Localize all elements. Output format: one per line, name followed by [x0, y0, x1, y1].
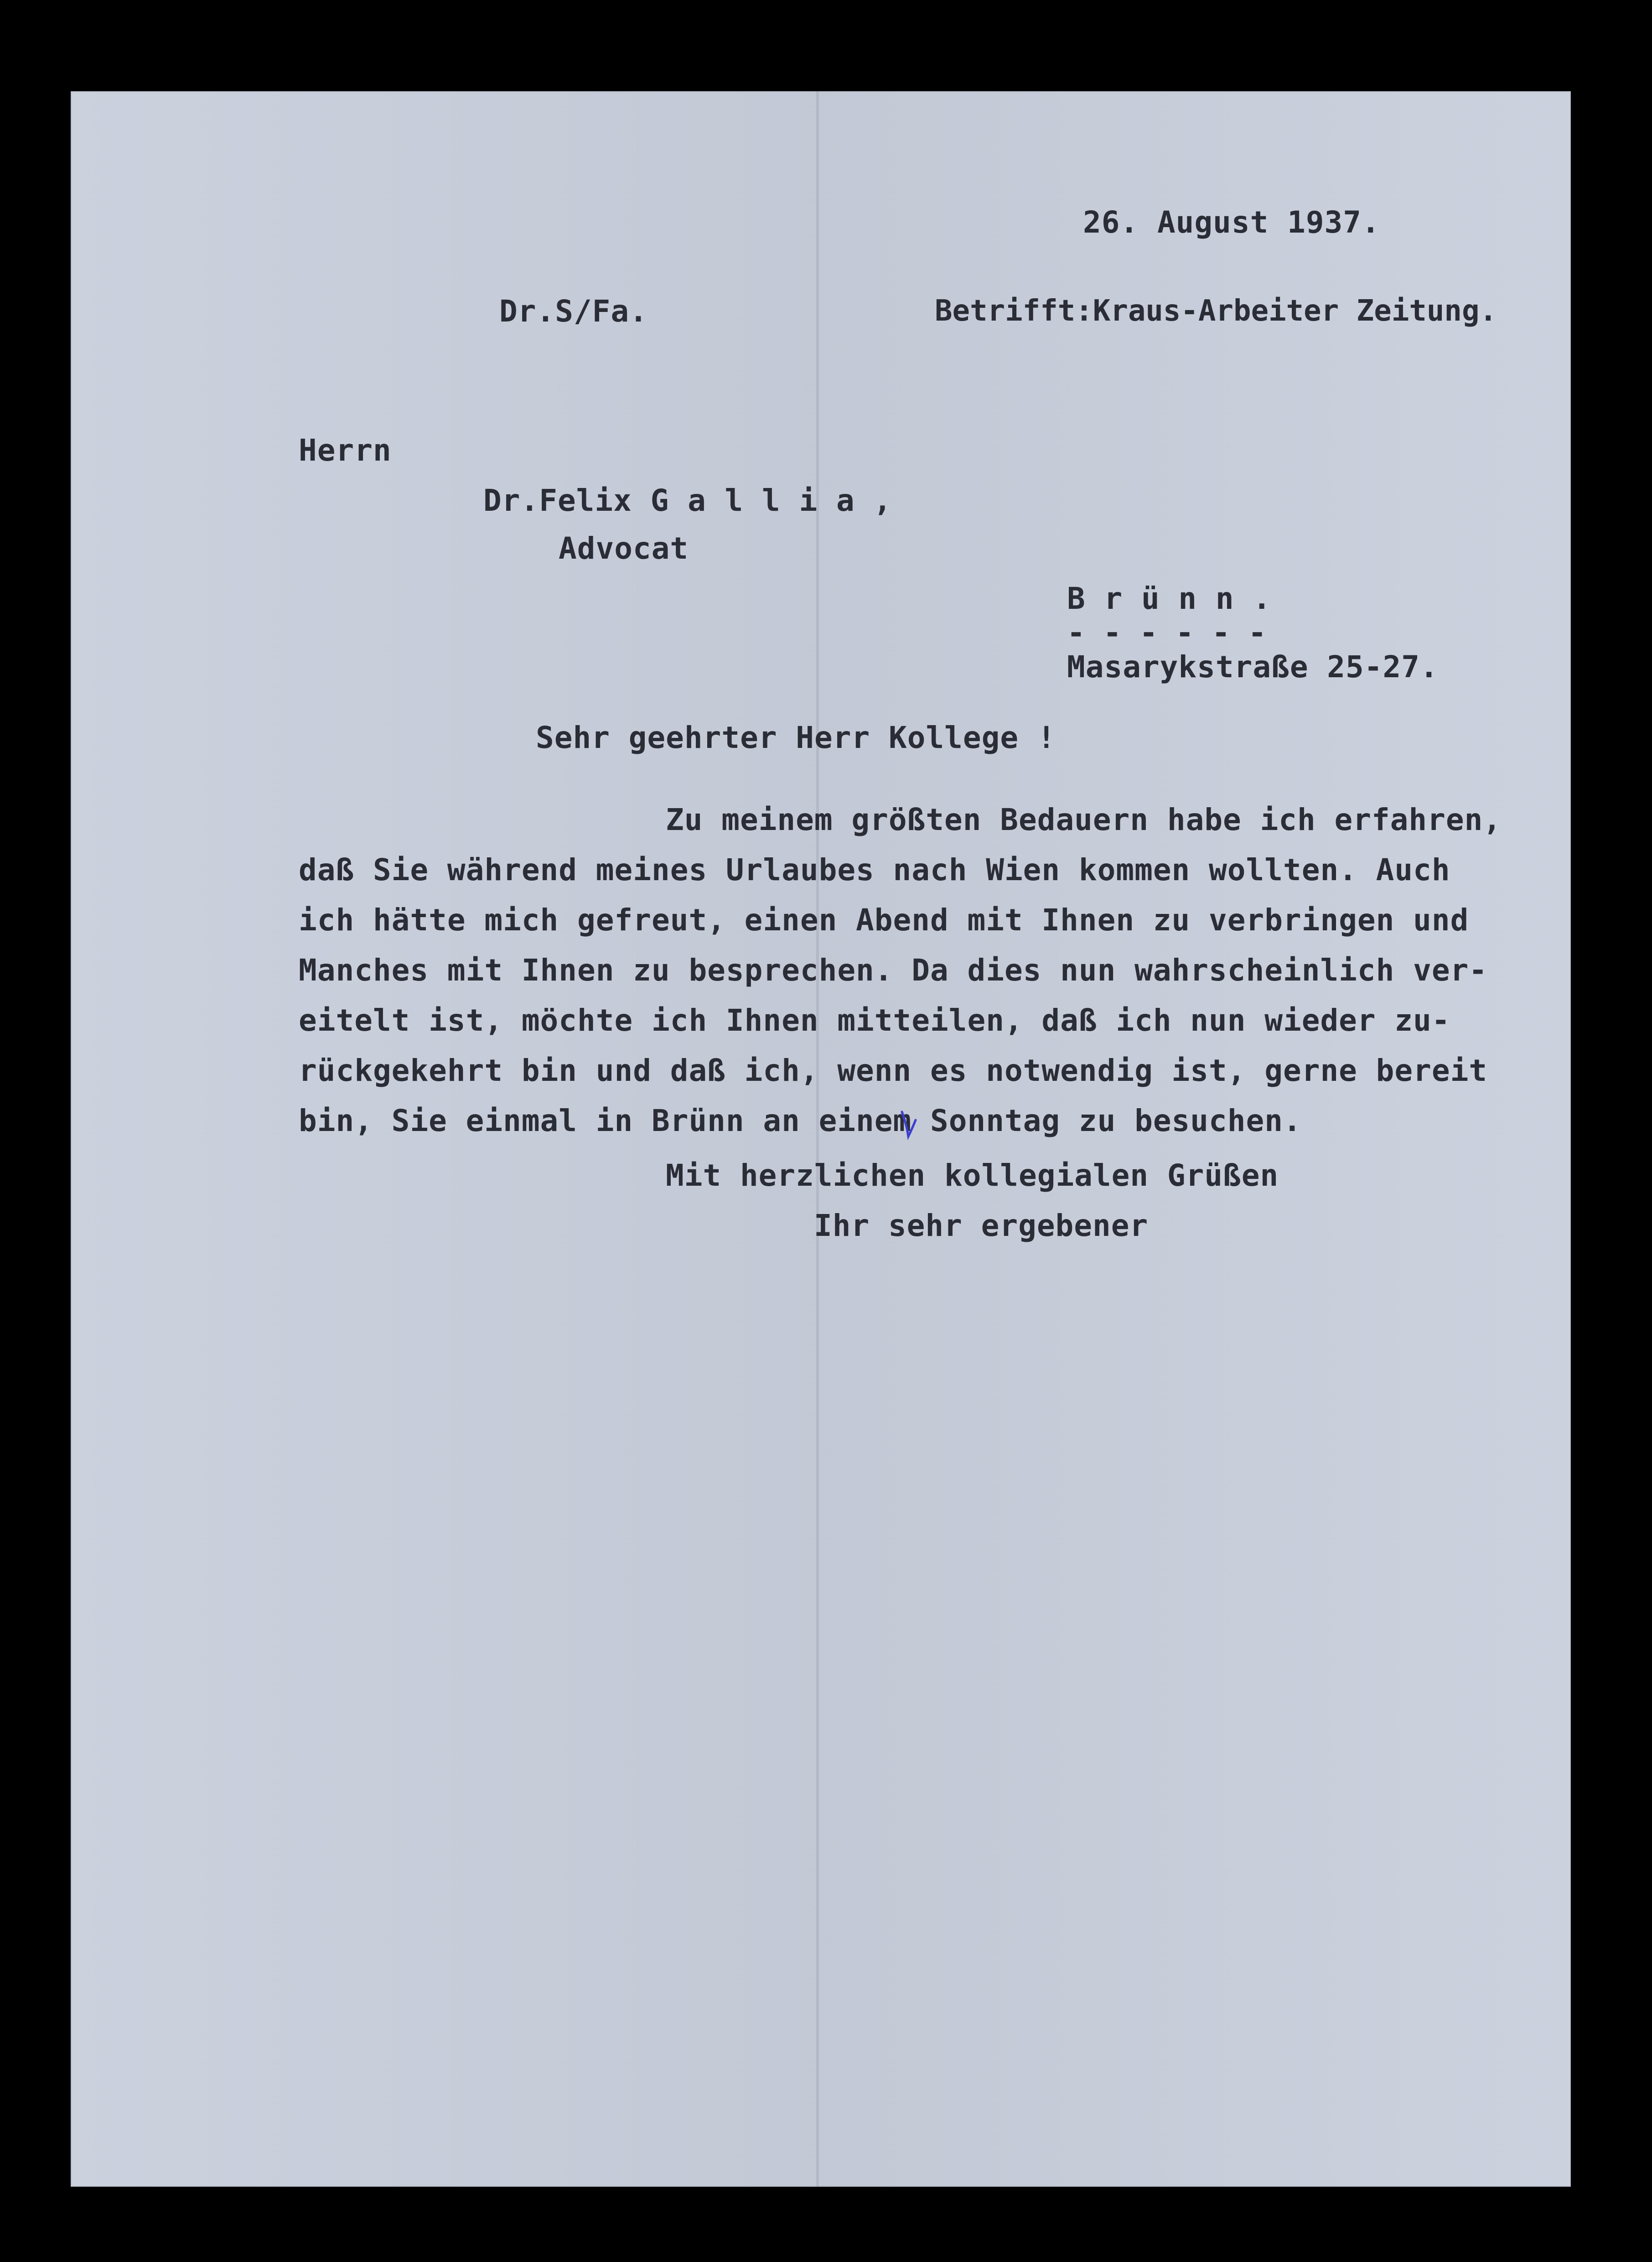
- city-underline: - - - - - -: [1067, 615, 1267, 650]
- recipient-profession: Advocat: [559, 531, 689, 566]
- recipient-street: Masarykstraße 25-27.: [1067, 649, 1439, 685]
- recipient-salutation-title: Herrn: [299, 433, 392, 468]
- closing-signature-line: Ihr sehr ergebener: [814, 1208, 1149, 1243]
- recipient-name: Dr.Felix G a l l i a ,: [483, 483, 892, 518]
- subject-line: Betrifft:Kraus-Arbeiter Zeitung.: [935, 294, 1497, 328]
- paper-fold: [816, 91, 819, 2187]
- body-line: rückgekehrt bin und daß ich, wenn es notwendig ist, gerne bereit: [299, 1053, 1488, 1088]
- body-line: eitelt ist, möchte ich Ihnen mitteilen, daß ich nun wieder zu-: [299, 1003, 1450, 1038]
- letter-date: 26. August 1937.: [1083, 205, 1380, 240]
- reference-code: Dr.S/Fa.: [499, 294, 648, 329]
- pen-correction-mark: [899, 1108, 917, 1140]
- body-line: Manches mit Ihnen zu besprechen. Da dies nun wahrscheinlich ver-: [299, 953, 1488, 988]
- recipient-city: B r ü n n .: [1067, 581, 1272, 616]
- letter-greeting: Sehr geehrter Herr Kollege !: [536, 720, 1056, 755]
- closing-line: Mit herzlichen kollegialen Grüßen: [666, 1158, 1279, 1193]
- body-line: Zu meinem größten Bedauern habe ich erfahren,: [666, 802, 1502, 837]
- letter-sheet: [71, 91, 1571, 2187]
- body-line: bin, Sie einmal in Brünn an einem Sonntag zu besuchen.: [299, 1103, 1302, 1138]
- body-line: daß Sie während meines Urlaubes nach Wien kommen wollten. Auch: [299, 852, 1450, 887]
- body-line: ich hätte mich gefreut, einen Abend mit Ihnen zu verbringen und: [299, 903, 1469, 938]
